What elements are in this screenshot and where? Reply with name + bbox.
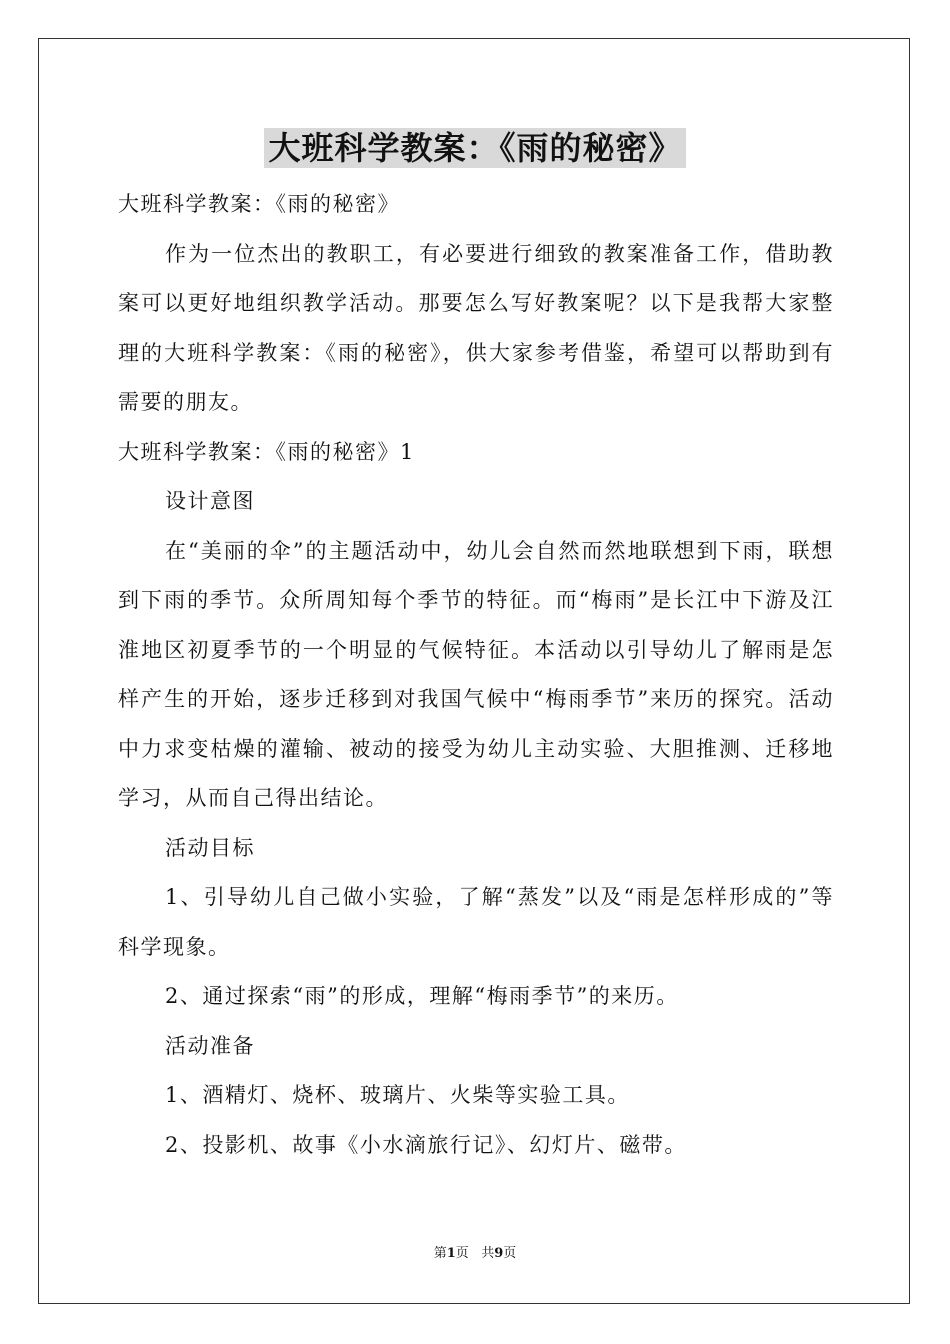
footer-page-suffix: 页 (455, 1246, 469, 1261)
page-footer (0, 1246, 950, 1262)
footer-total-prefix: 共 (481, 1246, 495, 1261)
document-body (118, 180, 834, 1170)
paragraph-section-heading: 大班科学教案：《雨的秘密》1 (118, 439, 415, 464)
document-title: 大班科学教案：《雨的秘密》 (264, 128, 685, 168)
footer-total-suffix: 页 (503, 1246, 517, 1261)
heading-activity-prep: 活动准备 (165, 1033, 255, 1058)
list-item-goal-1: 1、引导幼儿自己做小实验，了解“蒸发”以及“雨是怎样形成的”等科学现象。 (118, 885, 834, 959)
title-container (0, 128, 950, 168)
paragraph-intro: 作为一位杰出的教职工，有必要进行细致的教案准备工作，借助教案可以更好地组织教学活动。那要怎么写好教案呢？以下是我帮大家整理的大班科学教案：《雨的秘密》，供大家参考借鉴，希望可以帮助到有需要的朋友。 (118, 241, 834, 414)
footer-page-prefix: 第 (433, 1246, 447, 1261)
paragraph-subtitle: 大班科学教案：《雨的秘密》 (118, 192, 400, 216)
footer-page-number: 1 (446, 1246, 456, 1261)
heading-activity-goals: 活动目标 (165, 835, 255, 860)
footer-total-pages: 9 (494, 1246, 504, 1261)
paragraph-design-intent: 在“美丽的伞”的主题活动中，幼儿会自然而然地联想到下雨，联想到下雨的季节。众所周知每个季节的特征。而“梅雨”是长江中下游及江淮地区初夏季节的一个明显的气候特征。本活动以引导幼儿了解雨是怎样产生的开始，逐步迁移到对我国气候中“梅雨季节”来历的探究。活动中力求变枯燥的灌输、被动的接受为幼儿主动实验、大胆推测、迁移地学习，从而自己得出结论。 (118, 538, 834, 810)
list-item-prep-1: 1、酒精灯、烧杯、玻璃片、火柴等实验工具。 (165, 1083, 630, 1107)
list-item-goal-2: 2、通过探索“雨”的形成，理解“梅雨季节”的来历。 (165, 984, 679, 1008)
heading-design-intent: 设计意图 (165, 489, 255, 513)
list-item-prep-2: 2、投影机、故事《小水滴旅行记》、幻灯片、磁带。 (165, 1132, 687, 1157)
